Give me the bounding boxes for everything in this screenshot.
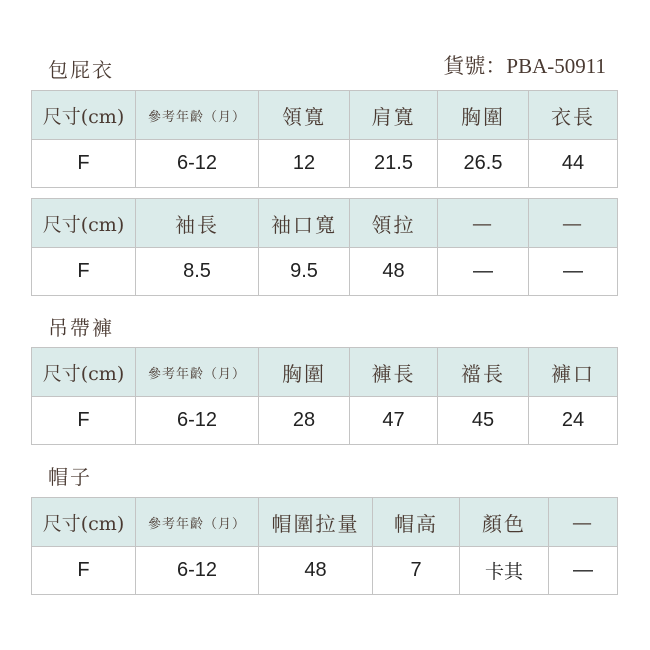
table-row	[32, 248, 618, 296]
header-cell: 尺寸(cm)	[32, 199, 136, 248]
value-cell: 卡其	[460, 547, 549, 595]
value-cell: 6-12	[136, 547, 259, 595]
table-header-row	[32, 348, 618, 397]
value-cell: F	[32, 547, 136, 595]
value-cell: —	[549, 547, 618, 595]
value-cell: 47	[350, 397, 438, 445]
section-title-bodysuit: 包屁衣	[48, 58, 114, 82]
value-cell: 26.5	[438, 140, 529, 188]
header-cell: 胸圍	[438, 91, 529, 140]
value-cell: 45	[438, 397, 529, 445]
value-cell: 7	[373, 547, 460, 595]
header-cell: 褲口	[529, 348, 618, 397]
value-cell: —	[529, 248, 618, 296]
header-cell: 帽高	[373, 498, 460, 547]
value-cell: 28	[259, 397, 350, 445]
table-header-row	[32, 199, 618, 248]
header-cell: 襠長	[438, 348, 529, 397]
header-cell: 領寬	[259, 91, 350, 140]
header-cell: 參考年齡（月）	[136, 498, 259, 547]
value-cell: 24	[529, 397, 618, 445]
header-cell: 尺寸(cm)	[32, 498, 136, 547]
value-cell: 21.5	[350, 140, 438, 188]
header-cell: 領拉	[350, 199, 438, 248]
header-cell: 參考年齡（月）	[136, 91, 259, 140]
value-cell: F	[32, 140, 136, 188]
header-cell: 肩寬	[350, 91, 438, 140]
table-header-row	[32, 91, 618, 140]
hat-size-table	[31, 497, 618, 595]
value-cell: F	[32, 397, 136, 445]
value-cell: 8.5	[136, 248, 259, 296]
header-cell: 顏色	[460, 498, 549, 547]
table-row	[32, 397, 618, 445]
bodysuit-size-table-1	[31, 90, 618, 188]
header-cell: —	[438, 199, 529, 248]
table-row	[32, 547, 618, 595]
bodysuit-size-table-2	[31, 198, 618, 296]
value-cell: —	[438, 248, 529, 296]
value-cell: 6-12	[136, 397, 259, 445]
value-cell: 9.5	[259, 248, 350, 296]
section-title-hat: 帽子	[48, 465, 92, 489]
header-cell: 衣長	[529, 91, 618, 140]
value-cell: 44	[529, 140, 618, 188]
header-cell: 袖長	[136, 199, 259, 248]
section-title-overalls: 吊帶褲	[48, 316, 114, 340]
overalls-size-table	[31, 347, 618, 445]
product-code: 貨號：PBA-50911	[443, 54, 606, 78]
header-cell: —	[529, 199, 618, 248]
header-cell: —	[549, 498, 618, 547]
header-cell: 帽圍拉量	[259, 498, 373, 547]
header-cell: 褲長	[350, 348, 438, 397]
header-cell: 胸圍	[259, 348, 350, 397]
header-cell: 尺寸(cm)	[32, 91, 136, 140]
value-cell: 48	[259, 547, 373, 595]
value-cell: 6-12	[136, 140, 259, 188]
header-cell: 參考年齡（月）	[136, 348, 259, 397]
header-cell: 尺寸(cm)	[32, 348, 136, 397]
table-row	[32, 140, 618, 188]
header-cell: 袖口寬	[259, 199, 350, 248]
value-cell: F	[32, 248, 136, 296]
value-cell: 48	[350, 248, 438, 296]
table-header-row	[32, 498, 618, 547]
value-cell: 12	[259, 140, 350, 188]
